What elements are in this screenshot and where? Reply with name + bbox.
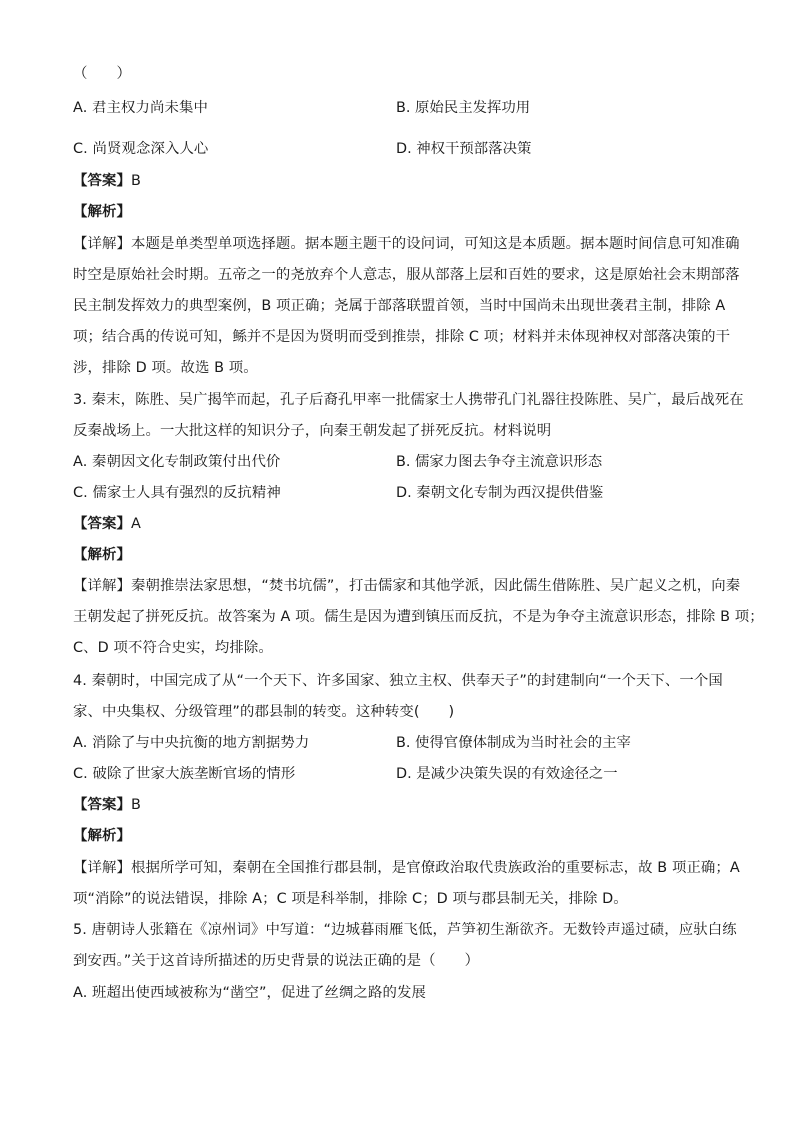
q4-stem-line: 4. 秦朝时，中国完成了从“一个天下、许多国家、独立主权、供奉天子”的封建制向“一个天下、一个国 <box>73 673 723 689</box>
q4-detail-line: 【详解】根据所学可知，秦朝在全国推行郡县制，是官僚政治取代贵族政治的重要标志，故 B 项正确；A <box>73 860 740 876</box>
q3-analysis-label: 【解析】 <box>73 547 131 563</box>
q2-detail-line: 【详解】本题是单类型单项选择题。据本题主题干的设问词，可知这是本质题。据本题时间信息可知准确 <box>73 236 740 252</box>
q2-option-a[interactable]: A. 君主权力尚未集中 <box>73 100 208 116</box>
q2-option-b[interactable]: B. 原始民主发挥功用 <box>396 100 531 116</box>
q4-stem-line: 家、中央集权、分级管理”的郡县制的转变。这种转变( ) <box>73 704 455 720</box>
q4-option-a[interactable]: A. 消除了与中央抗衡的地方割据势力 <box>73 735 310 751</box>
q2-analysis-label: 【解析】 <box>73 204 131 220</box>
q2-option-c[interactable]: C. 尚贤观念深入人心 <box>73 141 209 157</box>
q3-detail-line: 王朝发起了拼死反抗。故答案为 A 项。儒生是因为遭到镇压而反抗，不是为争夺主流意识形态，排除 B 项； <box>73 609 764 625</box>
q3-detail-line: 【详解】秦朝推崇法家思想，“焚书坑儒”，打击儒家和其他学派，因此儒生借陈胜、吴广起义之机，向秦 <box>73 578 741 594</box>
q2-detail-line: 涉，排除 D 项。故选 B 项。 <box>73 360 258 376</box>
q3-option-a[interactable]: A. 秦朝因文化专制政策付出代价 <box>73 454 281 470</box>
answer-label: 【答案】 <box>73 797 131 813</box>
answer-value: A <box>130 516 141 532</box>
q4-option-d[interactable]: D. 是减少决策失误的有效途径之一 <box>396 766 618 782</box>
q4-answer <box>73 795 141 815</box>
q4-detail-line: 项“消除”的说法错误，排除 A；C 项是科举制，排除 C；D 项与郡县制无关，排除 D。 <box>73 891 628 907</box>
q5-stem-line: 到安西。”关于这首诗所描述的历史背景的说法正确的是（ ） <box>73 953 480 969</box>
q4-option-c[interactable]: C. 破除了世家大族垄断官场的情形 <box>73 766 296 782</box>
q3-stem-line: 反秦战场上。一大批这样的知识分子，向秦王朝发起了拼死反抗。材料说明 <box>73 423 552 439</box>
q3-option-b[interactable]: B. 儒家力图去争夺主流意识形态 <box>396 454 603 470</box>
answer-value: B <box>130 173 141 189</box>
q2-answer <box>73 171 141 191</box>
q3-option-d[interactable]: D. 秦朝文化专制为西汉提供借鉴 <box>396 485 604 501</box>
q2-option-d[interactable]: D. 神权干预部落决策 <box>396 141 532 157</box>
q2-detail-line: 项；结合禹的传说可知，鲧并不是因为贤明而受到推崇，排除 C 项；材料并未体现神权对部落决策的干 <box>73 329 731 345</box>
q2-detail-line: 民主制发挥效力的典型案例，B 项正确；尧属于部落联盟首领，当时中国尚未出现世袭君主制，排除 A <box>73 298 726 314</box>
q3-stem-line: 3. 秦末，陈胜、吴广揭竿而起，孔子后裔孔甲率一批儒家士人携带孔门礼器往投陈胜、吴广，最后战死在 <box>73 392 744 408</box>
q4-option-b[interactable]: B. 使得官僚体制成为当时社会的主宰 <box>396 735 631 751</box>
q3-detail-line: C、D 项不符合史实，均排除。 <box>73 640 273 656</box>
answer-value: B <box>130 797 141 813</box>
answer-label: 【答案】 <box>73 516 131 532</box>
q3-answer <box>73 514 141 534</box>
q2-paren: （ ） <box>73 66 131 82</box>
q2-detail-line: 时空是原始社会时期。五帝之一的尧放弃个人意志，服从部落上层和百姓的要求，这是原始社会末期部落 <box>73 267 740 283</box>
q5-option-a[interactable]: A. 班超出使西域被称为“凿空”，促进了丝绸之路的发展 <box>73 985 426 1001</box>
answer-label: 【答案】 <box>73 173 131 189</box>
q5-stem-line: 5. 唐朝诗人张籍在《凉州词》中写道：“边城暮雨雁飞低，芦笋初生渐欲齐。无数铃声遥过碛，应驮白练 <box>73 922 737 938</box>
q3-option-c[interactable]: C. 儒家士人具有强烈的反抗精神 <box>73 485 281 501</box>
q4-analysis-label: 【解析】 <box>73 828 131 844</box>
